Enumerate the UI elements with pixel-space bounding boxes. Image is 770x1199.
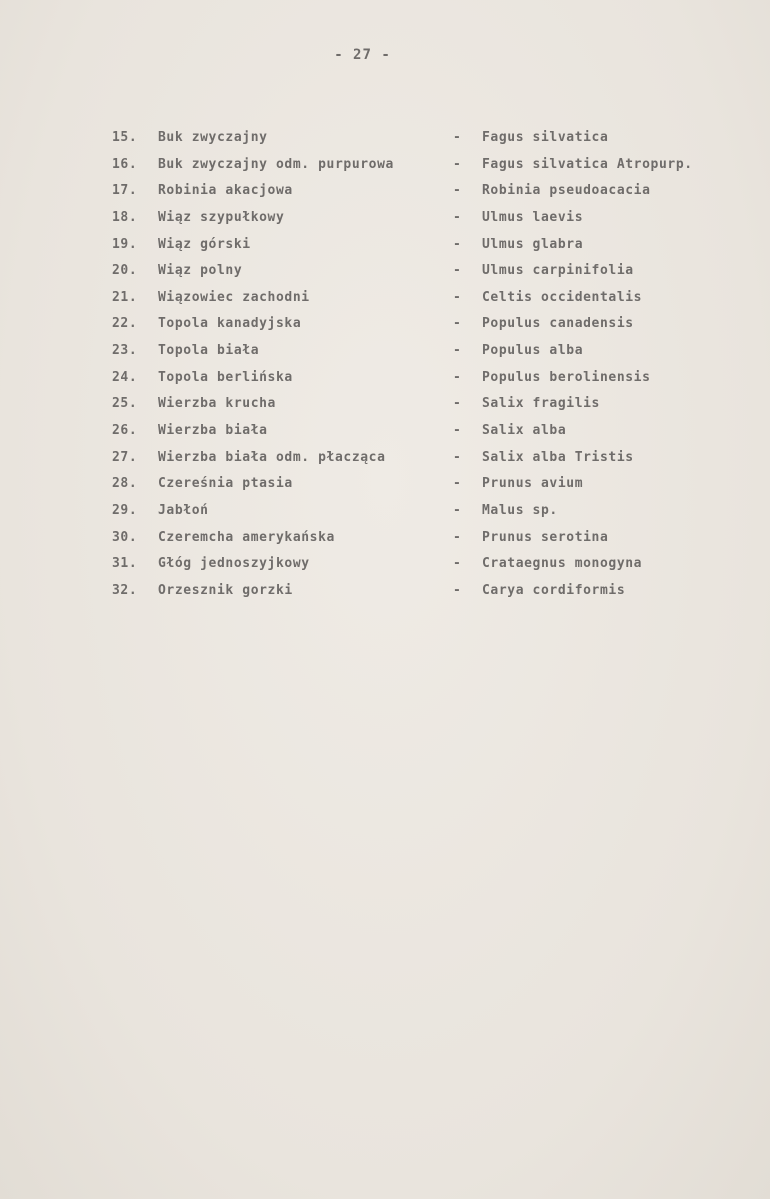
separator-dash: - [453, 476, 462, 492]
polish-name: Topola berlińska [158, 369, 293, 385]
latin-name: Ulmus carpinifolia [482, 263, 634, 279]
item-number: 22. [112, 316, 138, 332]
latin-name: Fagus silvatica Atropurp. [482, 156, 693, 172]
separator-dash: - [453, 316, 462, 332]
polish-name: Topola biała [158, 343, 260, 359]
item-number: 18. [112, 209, 138, 225]
separator-dash: - [453, 529, 462, 545]
polish-name: Buk zwyczajny odm. purpurowa [158, 156, 394, 172]
item-number: 23. [112, 343, 138, 359]
list-item [0, 128, 770, 155]
latin-name: Crataegnus monogyna [482, 556, 643, 572]
polish-name: Topola kanadyjska [158, 316, 302, 332]
latin-name: Robinia pseudoacacia [482, 183, 651, 199]
list-item [0, 421, 770, 448]
list-item [0, 208, 770, 235]
item-number: 29. [112, 502, 138, 518]
latin-name: Carya cordiformis [482, 582, 626, 598]
polish-name: Buk zwyczajny [158, 130, 268, 145]
separator-dash: - [453, 396, 462, 412]
item-number: 24. [112, 369, 138, 385]
polish-name: Wiąz polny [158, 263, 243, 279]
separator-dash: - [453, 209, 462, 225]
separator-dash: - [453, 449, 462, 465]
polish-name: Wiązowiec zachodni [158, 289, 310, 305]
item-number: 28. [112, 476, 138, 492]
polish-name: Wiąz górski [158, 236, 251, 252]
item-number: 21. [112, 289, 138, 305]
latin-name: Salix alba [482, 423, 567, 439]
list-item [0, 501, 770, 528]
list-item [0, 474, 770, 501]
latin-name: Malus sp. [482, 502, 558, 518]
separator-dash: - [453, 502, 462, 518]
list-item [0, 448, 770, 475]
latin-name: Fagus silvatica [482, 130, 609, 145]
list-item [0, 394, 770, 421]
latin-name: Populus canadensis [482, 316, 634, 332]
separator-dash: - [453, 343, 462, 359]
polish-name: Czeremcha amerykańska [158, 529, 335, 545]
list-item [0, 181, 770, 208]
list-item [0, 581, 770, 608]
latin-name: Populus alba [482, 343, 584, 359]
polish-name: Wierzba krucha [158, 396, 276, 412]
list-item [0, 155, 770, 182]
separator-dash: - [453, 423, 462, 439]
latin-name: Celtis occidentalis [482, 289, 643, 305]
list-item [0, 368, 770, 395]
latin-name: Ulmus glabra [482, 236, 584, 252]
separator-dash: - [453, 289, 462, 305]
page-number: - 27 - [334, 47, 391, 63]
item-number: 16. [112, 156, 138, 172]
separator-dash: - [453, 236, 462, 252]
separator-dash: - [453, 130, 462, 145]
item-number: 15. [112, 130, 138, 145]
list-item [0, 341, 770, 368]
latin-name: Ulmus laevis [482, 209, 584, 225]
separator-dash: - [453, 582, 462, 598]
list-item [0, 288, 770, 315]
separator-dash: - [453, 369, 462, 385]
list-item [0, 235, 770, 262]
latin-name: Salix fragilis [482, 396, 600, 412]
item-number: 25. [112, 396, 138, 412]
polish-name: Wierzba biała [158, 423, 268, 439]
separator-dash: - [453, 183, 462, 199]
polish-name: Wierzba biała odm. płacząca [158, 449, 386, 465]
polish-name: Głóg jednoszyjkowy [158, 556, 310, 572]
latin-name: Salix alba Tristis [482, 449, 634, 465]
item-number: 19. [112, 236, 138, 252]
list-item [0, 554, 770, 581]
species-list [0, 128, 770, 608]
separator-dash: - [453, 556, 462, 572]
item-number: 20. [112, 263, 138, 279]
separator-dash: - [453, 156, 462, 172]
list-item [0, 261, 770, 288]
list-item [0, 528, 770, 555]
item-number: 30. [112, 529, 138, 545]
latin-name: Populus berolinensis [482, 369, 651, 385]
item-number: 27. [112, 449, 138, 465]
latin-name: Prunus avium [482, 476, 584, 492]
separator-dash: - [453, 263, 462, 279]
polish-name: Jabłoń [158, 502, 209, 518]
latin-name: Prunus serotina [482, 529, 609, 545]
polish-name: Czereśnia ptasia [158, 476, 293, 492]
item-number: 32. [112, 582, 138, 598]
polish-name: Robinia akacjowa [158, 183, 293, 199]
item-number: 17. [112, 183, 138, 199]
polish-name: Wiąz szypułkowy [158, 209, 285, 225]
item-number: 26. [112, 423, 138, 439]
item-number: 31. [112, 556, 138, 572]
list-item [0, 314, 770, 341]
polish-name: Orzesznik gorzki [158, 582, 293, 598]
